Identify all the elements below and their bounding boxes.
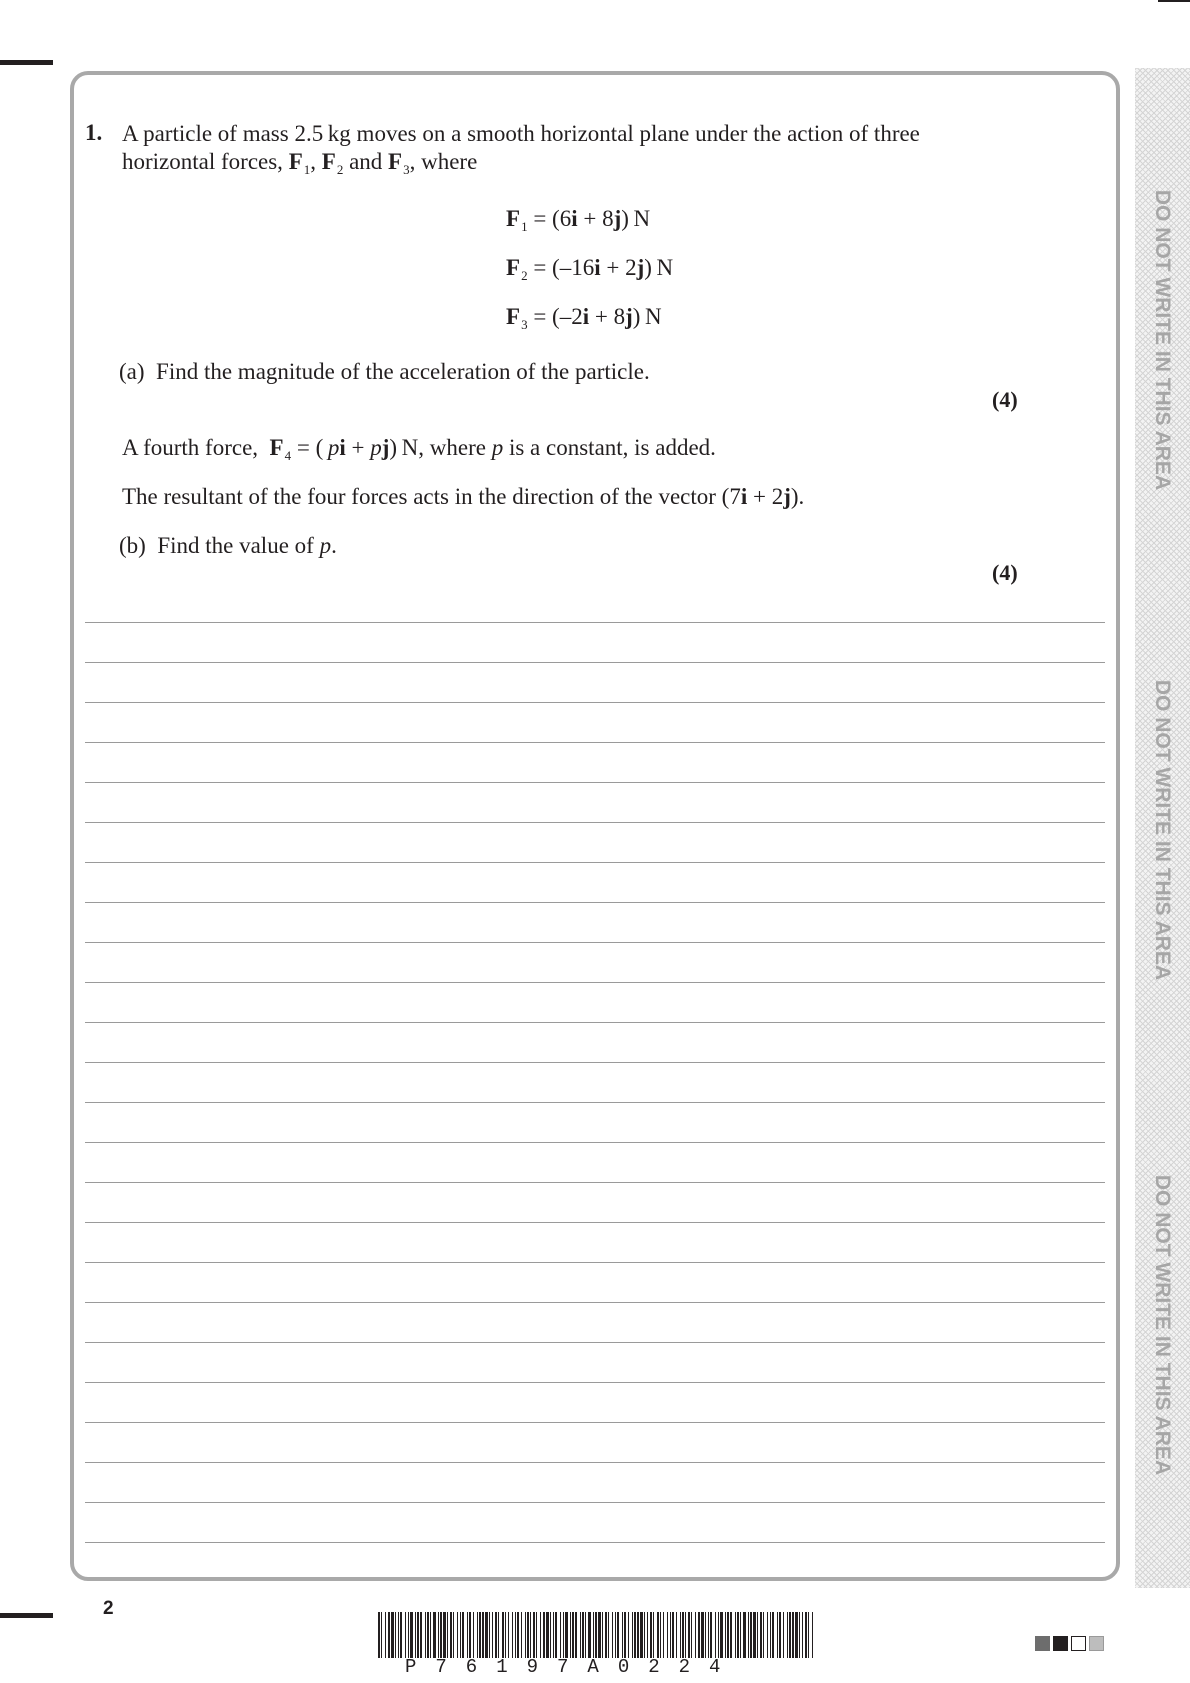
answer-line	[85, 1342, 1105, 1343]
barcode-bar	[489, 1612, 490, 1658]
crop-mark-bottom-left	[0, 1613, 53, 1618]
barcode-bar	[605, 1612, 607, 1658]
barcode-bar	[676, 1612, 677, 1658]
indicator-box-filled	[1035, 1636, 1050, 1651]
barcode-bar	[553, 1612, 554, 1658]
barcode-bar	[536, 1612, 537, 1658]
barcode-bar	[595, 1612, 597, 1658]
barcode-bar	[598, 1612, 601, 1658]
part-b-marks: (4)	[992, 560, 1018, 585]
barcode-bar	[612, 1612, 613, 1658]
force-f1: $F_1 = (6i + 8j)$ N	[506, 206, 651, 234]
barcode-bar	[408, 1612, 409, 1658]
barcode-bar	[789, 1612, 791, 1658]
barcode-bar	[753, 1612, 756, 1658]
barcode-bar	[479, 1612, 481, 1658]
barcode-bar	[750, 1612, 752, 1658]
barcode-bar	[585, 1612, 586, 1658]
barcode-bar	[572, 1612, 574, 1658]
answer-line	[85, 742, 1105, 743]
barcode-bar	[582, 1612, 584, 1658]
barcode-bar	[701, 1612, 704, 1658]
answer-line	[85, 622, 1105, 623]
indicator-box-empty	[1071, 1636, 1086, 1651]
barcode-bar	[792, 1612, 794, 1658]
barcode-bar	[647, 1612, 648, 1658]
barcode-bar	[398, 1612, 399, 1658]
question-intro-line-2: horizontal forces, $F_1$, $F_2$ and $F_3$, where	[122, 149, 478, 177]
barcode-bar	[469, 1612, 471, 1658]
answer-line	[85, 702, 1105, 703]
barcode-bar	[805, 1612, 807, 1658]
fourth-force-text: A fourth force, $F_4$ = ( pi + pj) N, where p is a constant, is added.	[122, 435, 716, 463]
resultant-text: The resultant of the four forces acts in the direction of the vector (7i + 2j).	[122, 484, 805, 509]
answer-line	[85, 1502, 1105, 1503]
barcode-bar	[670, 1612, 671, 1658]
barcode-bar	[634, 1612, 636, 1658]
barcode-bar	[447, 1612, 448, 1658]
barcode-bar	[657, 1612, 659, 1658]
barcode-bar	[482, 1612, 484, 1658]
barcode-bar	[650, 1612, 652, 1658]
barcode-bar	[705, 1612, 706, 1658]
barcode-bar	[565, 1612, 568, 1658]
barcode-bar	[730, 1612, 732, 1658]
barcode-bar	[812, 1612, 813, 1658]
barcode-bar	[430, 1612, 431, 1658]
barcode-bar	[575, 1612, 577, 1658]
barcode-bar	[546, 1612, 549, 1658]
barcode-bar	[438, 1612, 439, 1658]
barcode-bar	[743, 1612, 746, 1658]
barcode-bar	[443, 1612, 446, 1658]
answer-line	[85, 902, 1105, 903]
answer-line	[85, 1422, 1105, 1423]
barcode-bar	[615, 1612, 616, 1658]
barcode-bar	[695, 1612, 696, 1658]
answer-line	[85, 982, 1105, 983]
answer-line	[85, 1142, 1105, 1143]
barcode-bar	[420, 1612, 422, 1658]
barcode-bar	[580, 1612, 581, 1658]
barcode-bar	[718, 1612, 719, 1658]
barcode-bar	[440, 1612, 442, 1658]
barcode-bar	[715, 1612, 716, 1658]
barcode-bar	[691, 1612, 692, 1658]
crop-mark-top-left	[0, 60, 53, 65]
part-a-text: (a) Find the magnitude of the acceleration of the particle.	[119, 359, 650, 384]
answer-line	[85, 782, 1105, 783]
barcode-bar	[637, 1612, 639, 1658]
barcode-bar	[608, 1612, 609, 1658]
answer-line	[85, 942, 1105, 943]
page-indicator-boxes	[1035, 1636, 1104, 1651]
barcode-bar	[560, 1612, 561, 1658]
barcode-bar	[802, 1612, 803, 1658]
indicator-box-empty	[1089, 1636, 1104, 1651]
barcode-bar	[525, 1612, 526, 1658]
barcode-bar	[763, 1612, 764, 1658]
barcode-bar	[498, 1612, 499, 1658]
barcode-bar	[385, 1612, 386, 1658]
barcode-bar	[410, 1612, 413, 1658]
barcode-bar	[680, 1612, 681, 1658]
barcode-bar	[663, 1612, 664, 1658]
part-b-text: (b) Find the value of p.	[119, 533, 337, 558]
barcode-bar	[381, 1612, 382, 1658]
barcode-bar	[395, 1612, 396, 1658]
barcode-bar	[667, 1612, 668, 1658]
barcode-bar	[521, 1612, 522, 1658]
barcode	[378, 1612, 813, 1658]
barcode-bar	[783, 1612, 784, 1658]
barcode-bar	[460, 1612, 461, 1658]
barcode-bar	[527, 1612, 529, 1658]
barcode-bar	[727, 1612, 729, 1658]
barcode-bar	[555, 1612, 557, 1658]
barcode-bar	[748, 1612, 749, 1658]
answer-line	[85, 662, 1105, 663]
barcode-bar	[563, 1612, 564, 1658]
answer-line	[85, 1102, 1105, 1103]
barcode-bar	[632, 1612, 633, 1658]
barcode-bar	[540, 1612, 541, 1658]
question-intro-line-1: A particle of mass 2.5 kg moves on a smooth horizontal plane under the action of three	[122, 121, 920, 146]
barcode-bar	[795, 1612, 798, 1658]
barcode-bar	[628, 1612, 629, 1658]
barcode-bar	[550, 1612, 551, 1658]
barcode-text: P76197A0224	[405, 1656, 740, 1678]
barcode-bar	[508, 1612, 509, 1658]
barcode-bar	[517, 1612, 519, 1658]
barcode-bar	[515, 1612, 516, 1658]
barcode-bar	[502, 1612, 504, 1658]
barcode-bar	[505, 1612, 506, 1658]
barcode-bar	[530, 1612, 531, 1658]
answer-line	[85, 1222, 1105, 1223]
barcode-bar	[388, 1612, 390, 1658]
answer-line	[85, 1462, 1105, 1463]
barcode-bar	[682, 1612, 684, 1658]
answer-line	[85, 1542, 1105, 1543]
answer-line	[85, 1062, 1105, 1063]
barcode-bar	[757, 1612, 758, 1658]
barcode-bar	[653, 1612, 654, 1658]
barcode-bar	[698, 1612, 700, 1658]
barcode-bar	[640, 1612, 643, 1658]
barcode-bar	[777, 1612, 778, 1658]
barcode-bar	[617, 1612, 619, 1658]
barcode-bar	[400, 1612, 402, 1658]
barcode-bar	[453, 1612, 454, 1658]
barcode-bar	[492, 1612, 493, 1658]
barcode-bar	[688, 1612, 690, 1658]
barcode-bar	[787, 1612, 788, 1658]
answer-line	[85, 862, 1105, 863]
crop-mark-top-right	[1158, 0, 1190, 2]
answer-line	[85, 1382, 1105, 1383]
barcode-bar	[543, 1612, 545, 1658]
barcode-bar	[593, 1612, 594, 1658]
force-f2: $F_2 = (-16i + 2j)$ N	[506, 255, 674, 283]
barcode-bar	[708, 1612, 709, 1658]
question-number: 1.	[85, 120, 103, 145]
answer-line	[85, 1302, 1105, 1303]
barcode-bar	[624, 1612, 626, 1658]
barcode-bar	[477, 1612, 478, 1658]
barcode-bar	[570, 1612, 571, 1658]
force-f3: $F_3 = (-2i + 8j)$ N	[506, 304, 662, 332]
answer-line	[85, 822, 1105, 823]
answer-frame	[70, 71, 1120, 1581]
barcode-bar	[433, 1612, 436, 1658]
barcode-bar	[740, 1612, 741, 1658]
barcode-bar	[450, 1612, 452, 1658]
part-a-marks: (4)	[992, 387, 1018, 412]
barcode-bar	[735, 1612, 736, 1658]
barcode-bar	[767, 1612, 768, 1658]
barcode-bar	[512, 1612, 513, 1658]
barcode-bar	[808, 1612, 809, 1658]
barcode-bar	[427, 1612, 429, 1658]
barcode-bar	[495, 1612, 497, 1658]
barcode-bar	[378, 1612, 380, 1658]
barcode-bar	[457, 1612, 458, 1658]
barcode-bar	[391, 1612, 394, 1658]
barcode-bar	[485, 1612, 488, 1658]
barcode-bar	[737, 1612, 739, 1658]
barcode-bar	[799, 1612, 800, 1658]
barcode-bar	[622, 1612, 623, 1658]
barcode-bar	[660, 1612, 661, 1658]
barcode-bar	[644, 1612, 645, 1658]
barcode-bar	[672, 1612, 674, 1658]
answer-line	[85, 1262, 1105, 1263]
barcode-bar	[405, 1612, 406, 1658]
barcode-bar	[770, 1612, 771, 1658]
barcode-bar	[602, 1612, 603, 1658]
barcode-bar	[533, 1612, 535, 1658]
barcode-bar	[462, 1612, 464, 1658]
answer-line	[85, 1182, 1105, 1183]
barcode-bar	[417, 1612, 419, 1658]
barcode-bar	[685, 1612, 686, 1658]
barcode-bar	[415, 1612, 416, 1658]
barcode-bar	[473, 1612, 474, 1658]
barcode-bar	[467, 1612, 468, 1658]
indicator-box-filled	[1053, 1636, 1068, 1651]
page-number: 2	[103, 1598, 114, 1619]
barcode-bar	[710, 1612, 712, 1658]
barcode-bar	[720, 1612, 723, 1658]
answer-line	[85, 1022, 1105, 1023]
barcode-bar	[588, 1612, 591, 1658]
barcode-bar	[760, 1612, 762, 1658]
barcode-bar	[725, 1612, 726, 1658]
barcode-bar	[779, 1612, 781, 1658]
barcode-bar	[772, 1612, 774, 1658]
barcode-bar	[425, 1612, 426, 1658]
